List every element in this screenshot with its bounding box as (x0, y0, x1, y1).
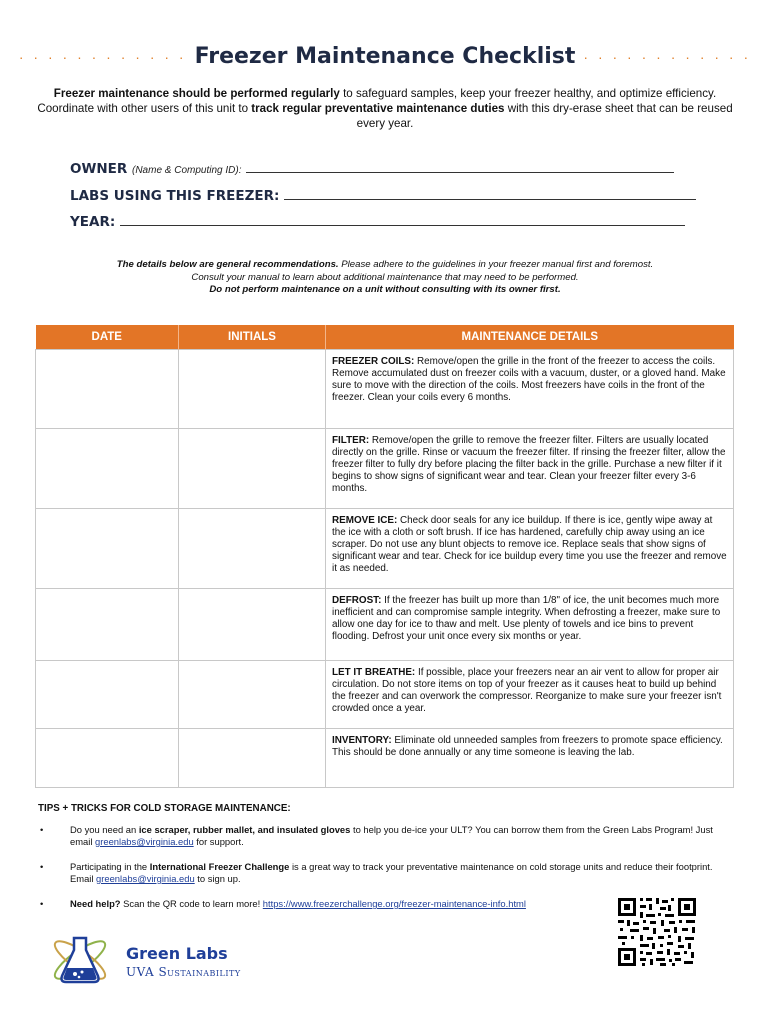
owner-field (70, 160, 674, 177)
details-cell (326, 729, 734, 788)
date-cell[interactable] (36, 729, 179, 788)
intro-text-2: with this dry-erase sheet that can be reused every year. (356, 102, 733, 130)
initials-cell[interactable] (179, 661, 326, 729)
detail-text: If the freezer has built up more than 1/8" of ice, the unit becomes much more inefficient and can compromise sample integrity. When defrosting a freezer, make sure to allow one day for ice to thaw and melt. Use plenty of towels and ice bins to prevent flooding. Defrost your unit once every six months or year. (332, 595, 721, 643)
table-row (36, 661, 734, 729)
bullet-icon: • (40, 824, 44, 835)
initials-cell[interactable] (179, 429, 326, 509)
initials-cell[interactable] (179, 729, 326, 788)
column-header-details: MAINTENANCE DETAILS (326, 325, 734, 350)
logo-subtitle: UVA Sustainability (126, 965, 241, 979)
details-cell (326, 661, 734, 729)
detail-title: REMOVE ICE: (332, 515, 398, 526)
tip-text: Participating in the (70, 861, 150, 872)
green-labs-logo (48, 932, 288, 988)
date-cell[interactable] (36, 589, 179, 661)
maintenance-table (35, 325, 734, 788)
tip-text: to help you de-ice your ULT? You can borrow them from the Green Labs Program! Just email (70, 824, 713, 847)
initials-cell[interactable] (179, 350, 326, 429)
notes-line-1: Please adhere to the guidelines in your freezer manual first and foremost. (338, 259, 654, 270)
detail-text: Check door seals for any ice buildup. If there is ice, gently wipe away at the ice with a cloth or soft brush. If ice has hardened, carefully chip away using an ice scraper. Do not use any blunt objects to remove ice. Replace seals that show signs of significant wear and tear. Check for ice buildup every time you use the freezer and remove it as needed. (332, 515, 727, 575)
owner-sublabel: (Name & Computing ID): (132, 165, 242, 176)
table-row (36, 429, 734, 509)
logo-name: Green Labs (126, 944, 228, 963)
title-dots-left: · · · · · · · · · · · · (18, 48, 187, 65)
details-cell (326, 350, 734, 429)
date-cell[interactable] (36, 661, 179, 729)
detail-title: LET IT BREATHE: (332, 667, 416, 678)
details-cell (326, 589, 734, 661)
table-row (36, 509, 734, 589)
detail-title: INVENTORY: (332, 735, 392, 746)
intro-text-1: to safeguard samples, keep your freezer healthy, and optimize efficiency. Coordinate with other users of this unit to (37, 87, 717, 115)
labs-field (70, 187, 696, 204)
year-label: YEAR: (70, 214, 116, 230)
bullet-icon: • (40, 898, 44, 909)
date-cell[interactable] (36, 429, 179, 509)
year-input-line[interactable] (120, 213, 685, 226)
date-cell[interactable] (36, 350, 179, 429)
notes-line-3: Do not perform maintenance on a unit without consulting with its owner first. (209, 284, 561, 295)
column-header-initials: INITIALS (179, 325, 326, 350)
tips-heading: TIPS + TRICKS FOR COLD STORAGE MAINTENANCE: (38, 803, 291, 814)
list-item (38, 824, 728, 848)
intro-bold-2: track regular preventative maintenance duties (251, 102, 505, 115)
email-link[interactable]: greenlabs@virginia.edu (95, 836, 194, 847)
detail-text: Remove/open the grille in the front of the freezer to access the coils. Remove accumulated dust on freezer coils with a vacuum, duster, or a gloved hand. Make sure to move with the direction of the coils. Most freezers have coils in the front of the freezer. Clean your coils every 6 months. (332, 356, 726, 404)
tip-text: Scan the QR code to learn more! (120, 898, 263, 909)
qr-code-icon (616, 896, 698, 968)
owner-label: OWNER (70, 161, 128, 177)
detail-title: DEFROST: (332, 595, 382, 606)
tip-text: to sign up. (194, 873, 241, 884)
detail-text: Eliminate old unneeded samples from freezers to promote space efficiency. This should be done annually or any time someone is leaving the lab. (332, 735, 723, 759)
intro-paragraph (30, 86, 740, 131)
table-row (36, 729, 734, 788)
email-link[interactable]: greenlabs@virginia.edu (96, 873, 195, 884)
notes-bold: The details below are general recommendations. (116, 259, 339, 270)
page-title: Freezer Maintenance Checklist (194, 44, 576, 69)
tip-text: for support. (193, 836, 244, 847)
page-header (0, 44, 770, 69)
tip-bold: Need help? (70, 898, 121, 909)
detail-text: Remove/open the grille to remove the freezer filter. Filters are usually located directly on the grille. Rinse or vacuum the freezer filter. If rinsing the freezer filter, allow the freezer filter to fully dry before placing the filter back in the grille. Purchase a new filter if it begins to show signs of significant wear and tear. Clean your freezer filter every 3-6 months. (332, 435, 726, 495)
labs-input-line[interactable] (284, 187, 696, 200)
title-dots-right: · · · · · · · · · · · · (583, 48, 752, 65)
labs-label: LABS USING THIS FREEZER: (70, 188, 280, 204)
freezer-challenge-link[interactable]: https://www.freezerchallenge.org/freezer-maintenance-info.html (262, 898, 526, 909)
owner-input-line[interactable] (246, 160, 674, 173)
list-item (38, 861, 728, 885)
initials-cell[interactable] (179, 509, 326, 589)
tip-text: Do you need an (70, 824, 139, 835)
table-row (36, 350, 734, 429)
detail-text: If possible, place your freezers near an air vent to allow for proper air circulation. Do not store items on top of your freezer as it causes heat to build up behind the freezer and can overwork the compressor. Reorganize to make sure your freezer isn't crowded once a year. (332, 667, 722, 715)
tip-bold: International Freezer Challenge (149, 861, 290, 872)
qr-code[interactable] (616, 896, 698, 968)
tip-text: is a great way to track your preventative maintenance on cold storage units and reduce their footprint. Email (70, 861, 713, 884)
table-header-row (36, 325, 734, 350)
details-cell (326, 429, 734, 509)
recommendation-notes (30, 259, 740, 297)
column-header-date: DATE (36, 325, 179, 350)
table-row (36, 589, 734, 661)
notes-line-2: Consult your manual to learn about additional maintenance that may need to be performed. (191, 271, 579, 283)
initials-cell[interactable] (179, 589, 326, 661)
details-cell (326, 509, 734, 589)
bullet-icon: • (40, 861, 44, 872)
year-field (70, 213, 685, 230)
detail-title: FREEZER COILS: (332, 356, 415, 367)
date-cell[interactable] (36, 509, 179, 589)
tip-bold: ice scraper, rubber mallet, and insulated gloves (138, 824, 351, 835)
detail-title: FILTER: (332, 435, 370, 446)
intro-bold-1: Freezer maintenance should be performed regularly (53, 87, 340, 100)
